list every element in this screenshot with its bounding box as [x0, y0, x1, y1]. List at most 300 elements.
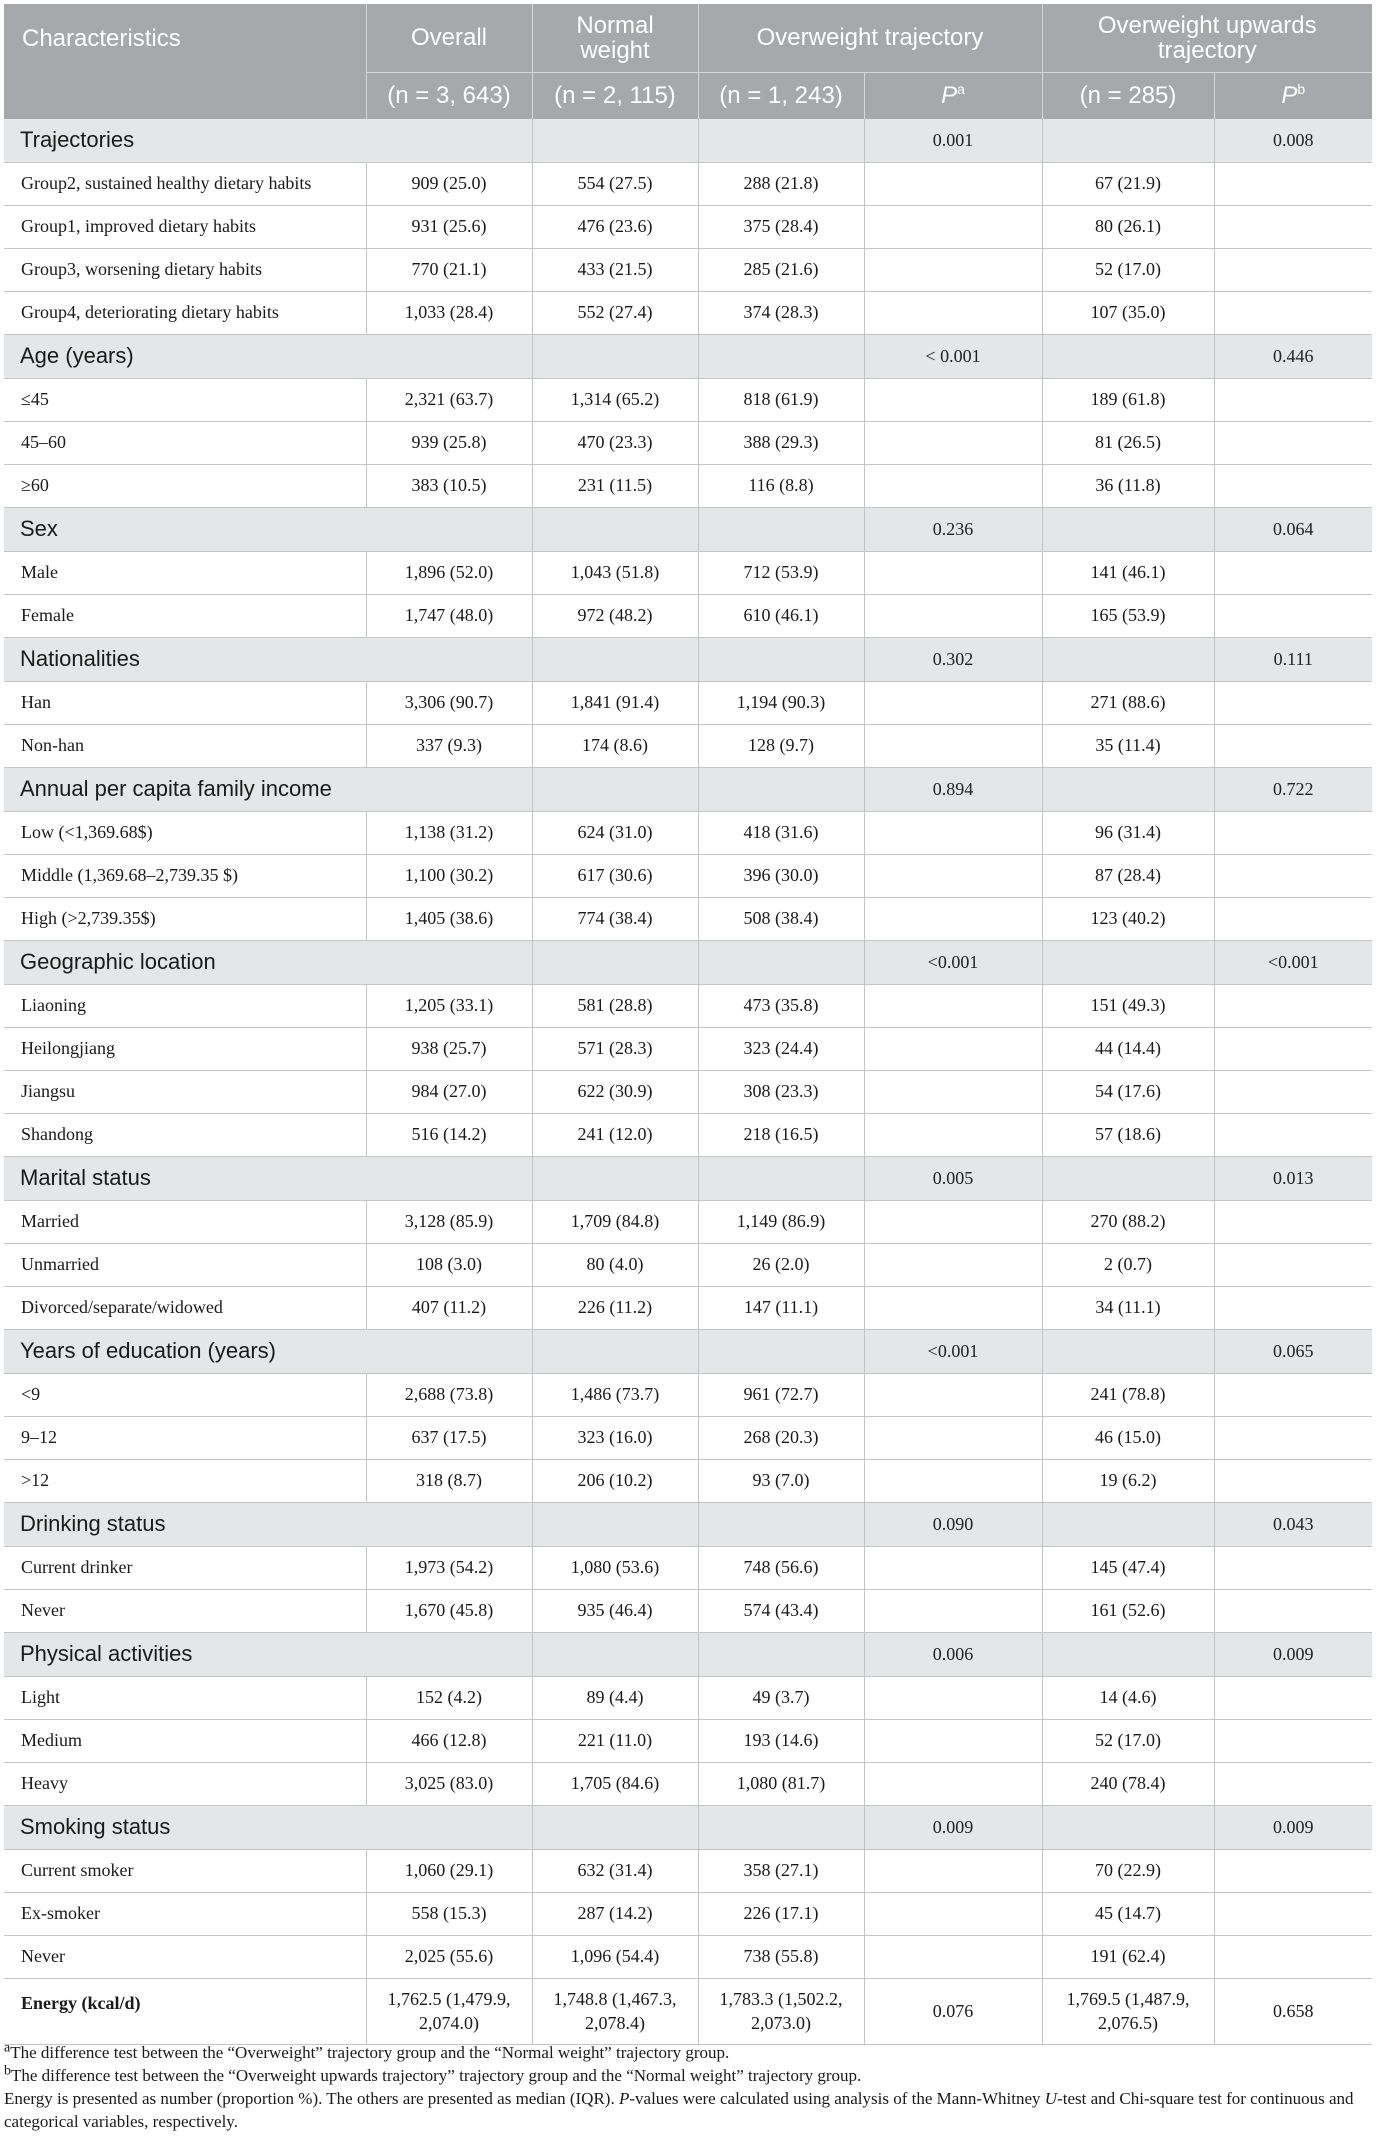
table-row — [4, 551, 1372, 594]
row-label: Jiangsu — [4, 1070, 366, 1113]
section-blank-upwards — [1042, 334, 1214, 378]
table-row — [4, 681, 1372, 724]
row-normal: 935 (46.4) — [532, 1589, 698, 1632]
row-upwards: 44 (14.4) — [1042, 1027, 1214, 1070]
row-p-a — [864, 1113, 1042, 1156]
row-overweight: 218 (16.5) — [698, 1113, 864, 1156]
section-name: Annual per capita family income — [4, 767, 532, 811]
table-row — [4, 1070, 1372, 1113]
row-normal: 1,841 (91.4) — [532, 681, 698, 724]
section-blank-upwards — [1042, 940, 1214, 984]
characteristics-table — [4, 4, 1372, 2045]
row-p-b — [1214, 1286, 1372, 1329]
row-overall: 2,025 (55.6) — [366, 1935, 532, 1978]
row-p-b — [1214, 724, 1372, 767]
row-overweight: 374 (28.3) — [698, 291, 864, 334]
table-row — [4, 811, 1372, 854]
row-normal: 552 (27.4) — [532, 291, 698, 334]
row-label: Medium — [4, 1719, 366, 1762]
row-overweight: 308 (23.3) — [698, 1070, 864, 1113]
section-blank-upwards — [1042, 637, 1214, 681]
row-p-b — [1214, 854, 1372, 897]
header-characteristics: Characteristics — [4, 4, 366, 72]
row-p-b — [1214, 1849, 1372, 1892]
section-blank-normal — [532, 119, 698, 163]
row-normal: 241 (12.0) — [532, 1113, 698, 1156]
row-normal: 476 (23.6) — [532, 205, 698, 248]
table-row — [4, 984, 1372, 1027]
row-normal: 1,314 (65.2) — [532, 378, 698, 421]
section-header-row — [4, 119, 1372, 163]
header-overweight-upwards: Overweight upwards trajectory — [1042, 4, 1372, 72]
row-overweight: 818 (61.9) — [698, 378, 864, 421]
section-blank-overweight — [698, 334, 864, 378]
section-header-row — [4, 637, 1372, 681]
section-blank-normal — [532, 1156, 698, 1200]
header-n-normal: (n = 2, 115) — [532, 72, 698, 119]
header-p-a: $P^a$ — [864, 72, 1042, 119]
row-normal: 80 (4.0) — [532, 1243, 698, 1286]
row-p-a — [864, 248, 1042, 291]
row-overweight: 358 (27.1) — [698, 1849, 864, 1892]
row-overweight: 288 (21.8) — [698, 162, 864, 205]
row-upwards: 57 (18.6) — [1042, 1113, 1214, 1156]
row-label: ≤45 — [4, 378, 366, 421]
row-label: <9 — [4, 1373, 366, 1416]
row-overall: 558 (15.3) — [366, 1892, 532, 1935]
row-label: Ex-smoker — [4, 1892, 366, 1935]
row-label: Heilongjiang — [4, 1027, 366, 1070]
row-upwards: 46 (15.0) — [1042, 1416, 1214, 1459]
row-p-b — [1214, 1762, 1372, 1805]
row-p-a — [864, 464, 1042, 507]
section-p-b: 0.008 — [1214, 119, 1372, 163]
header-overweight-trajectory: Overweight trajectory — [698, 4, 1042, 72]
section-p-a: 0.894 — [864, 767, 1042, 811]
row-overweight: 610 (46.1) — [698, 594, 864, 637]
row-overweight: 1,149 (86.9) — [698, 1200, 864, 1243]
row-upwards: 70 (22.9) — [1042, 1849, 1214, 1892]
row-p-a — [864, 291, 1042, 334]
section-blank-normal — [532, 1632, 698, 1676]
row-p-a — [864, 1762, 1042, 1805]
row-overall: 1,138 (31.2) — [366, 811, 532, 854]
table-footnotes — [4, 2041, 1370, 2133]
section-p-b: <0.001 — [1214, 940, 1372, 984]
energy-overweight: 1,783.3 (1,502.2, 2,073.0) — [698, 1978, 864, 2044]
row-p-a — [864, 1373, 1042, 1416]
section-header-row — [4, 507, 1372, 551]
table-row — [4, 1027, 1372, 1070]
section-blank-overweight — [698, 1805, 864, 1849]
row-upwards: 145 (47.4) — [1042, 1546, 1214, 1589]
row-p-a — [864, 205, 1042, 248]
section-p-b: 0.722 — [1214, 767, 1372, 811]
table-row — [4, 1762, 1372, 1805]
section-p-b: 0.064 — [1214, 507, 1372, 551]
table-row — [4, 1416, 1372, 1459]
row-normal: 231 (11.5) — [532, 464, 698, 507]
row-overall: 3,025 (83.0) — [366, 1762, 532, 1805]
table-row — [4, 1589, 1372, 1632]
table-row — [4, 1935, 1372, 1978]
section-p-b: 0.446 — [1214, 334, 1372, 378]
row-label: ≥60 — [4, 464, 366, 507]
row-label: 45–60 — [4, 421, 366, 464]
row-overall: 516 (14.2) — [366, 1113, 532, 1156]
table-row — [4, 1286, 1372, 1329]
header-overall: Overall — [366, 4, 532, 72]
row-upwards: 240 (78.4) — [1042, 1762, 1214, 1805]
section-name: Years of education (years) — [4, 1329, 532, 1373]
row-overweight: 418 (31.6) — [698, 811, 864, 854]
row-overweight: 49 (3.7) — [698, 1676, 864, 1719]
row-p-a — [864, 1070, 1042, 1113]
row-overweight: 473 (35.8) — [698, 984, 864, 1027]
section-blank-overweight — [698, 1329, 864, 1373]
row-p-a — [864, 984, 1042, 1027]
row-p-b — [1214, 1459, 1372, 1502]
row-p-a — [864, 1546, 1042, 1589]
row-p-a — [864, 1892, 1042, 1935]
row-p-a — [864, 724, 1042, 767]
section-blank-overweight — [698, 1632, 864, 1676]
row-p-b — [1214, 1589, 1372, 1632]
row-overall: 1,060 (29.1) — [366, 1849, 532, 1892]
row-upwards: 36 (11.8) — [1042, 464, 1214, 507]
section-p-a: 0.090 — [864, 1502, 1042, 1546]
row-p-a — [864, 1719, 1042, 1762]
row-upwards: 52 (17.0) — [1042, 248, 1214, 291]
row-normal: 287 (14.2) — [532, 1892, 698, 1935]
row-normal: 470 (23.3) — [532, 421, 698, 464]
section-blank-overweight — [698, 119, 864, 163]
row-p-a — [864, 378, 1042, 421]
row-normal: 174 (8.6) — [532, 724, 698, 767]
header-n-overall: (n = 3, 643) — [366, 72, 532, 119]
row-overweight: 388 (29.3) — [698, 421, 864, 464]
row-p-a — [864, 1676, 1042, 1719]
row-label: Married — [4, 1200, 366, 1243]
section-header-row — [4, 1805, 1372, 1849]
row-p-a — [864, 1935, 1042, 1978]
section-blank-overweight — [698, 507, 864, 551]
row-p-b — [1214, 1676, 1372, 1719]
row-p-a — [864, 594, 1042, 637]
row-overall: 318 (8.7) — [366, 1459, 532, 1502]
row-normal: 89 (4.4) — [532, 1676, 698, 1719]
row-label: Light — [4, 1676, 366, 1719]
section-header-row — [4, 334, 1372, 378]
row-upwards: 2 (0.7) — [1042, 1243, 1214, 1286]
row-normal: 323 (16.0) — [532, 1416, 698, 1459]
section-name: Physical activities — [4, 1632, 532, 1676]
row-overweight: 1,194 (90.3) — [698, 681, 864, 724]
section-blank-normal — [532, 1805, 698, 1849]
footnote-b: $^b$The difference test between the “Overweight upwards trajectory” trajectory group and the “Normal weight” trajectory group. — [4, 2063, 862, 2085]
section-blank-upwards — [1042, 507, 1214, 551]
row-upwards: 96 (31.4) — [1042, 811, 1214, 854]
row-overweight: 147 (11.1) — [698, 1286, 864, 1329]
row-label: Female — [4, 594, 366, 637]
row-overall: 2,688 (73.8) — [366, 1373, 532, 1416]
table-row — [4, 162, 1372, 205]
row-overweight: 116 (8.8) — [698, 464, 864, 507]
header-n-upwards: (n = 285) — [1042, 72, 1214, 119]
footnote-a: $^a$The difference test between the “Overweight” trajectory group and the “Normal weight” trajectory group. — [4, 2040, 730, 2062]
row-p-a — [864, 811, 1042, 854]
section-name: Geographic location — [4, 940, 532, 984]
row-overall: 1,405 (38.6) — [366, 897, 532, 940]
section-blank-overweight — [698, 1156, 864, 1200]
row-overall: 337 (9.3) — [366, 724, 532, 767]
row-p-a — [864, 551, 1042, 594]
section-blank-normal — [532, 1329, 698, 1373]
row-p-b — [1214, 378, 1372, 421]
row-label: High (>2,739.35$) — [4, 897, 366, 940]
row-upwards: 34 (11.1) — [1042, 1286, 1214, 1329]
section-p-a: <0.001 — [864, 940, 1042, 984]
row-p-a — [864, 681, 1042, 724]
section-header-row — [4, 1502, 1372, 1546]
row-p-b — [1214, 1416, 1372, 1459]
row-p-b — [1214, 1243, 1372, 1286]
row-p-a — [864, 1459, 1042, 1502]
section-p-a: 0.009 — [864, 1805, 1042, 1849]
row-p-b — [1214, 291, 1372, 334]
section-blank-overweight — [698, 767, 864, 811]
row-upwards: 81 (26.5) — [1042, 421, 1214, 464]
row-p-b — [1214, 1373, 1372, 1416]
row-overweight: 268 (20.3) — [698, 1416, 864, 1459]
row-overall: 909 (25.0) — [366, 162, 532, 205]
table-row — [4, 1113, 1372, 1156]
row-overall: 1,973 (54.2) — [366, 1546, 532, 1589]
row-upwards: 270 (88.2) — [1042, 1200, 1214, 1243]
section-p-b: 0.009 — [1214, 1632, 1372, 1676]
section-header-row — [4, 1329, 1372, 1373]
section-blank-normal — [532, 940, 698, 984]
row-upwards: 52 (17.0) — [1042, 1719, 1214, 1762]
row-overall: 1,896 (52.0) — [366, 551, 532, 594]
section-name: Smoking status — [4, 1805, 532, 1849]
table-row — [4, 1200, 1372, 1243]
row-label: Never — [4, 1589, 366, 1632]
row-p-b — [1214, 1719, 1372, 1762]
section-p-a: 0.006 — [864, 1632, 1042, 1676]
row-label: Group2, sustained healthy dietary habits — [4, 162, 366, 205]
row-upwards: 241 (78.8) — [1042, 1373, 1214, 1416]
row-normal: 571 (28.3) — [532, 1027, 698, 1070]
row-normal: 1,080 (53.6) — [532, 1546, 698, 1589]
row-overweight: 738 (55.8) — [698, 1935, 864, 1978]
section-p-b: 0.009 — [1214, 1805, 1372, 1849]
row-p-b — [1214, 1027, 1372, 1070]
row-normal: 1,486 (73.7) — [532, 1373, 698, 1416]
section-name: Drinking status — [4, 1502, 532, 1546]
row-upwards: 141 (46.1) — [1042, 551, 1214, 594]
row-normal: 226 (11.2) — [532, 1286, 698, 1329]
row-normal: 1,705 (84.6) — [532, 1762, 698, 1805]
row-upwards: 123 (40.2) — [1042, 897, 1214, 940]
row-overall: 1,205 (33.1) — [366, 984, 532, 1027]
section-blank-normal — [532, 637, 698, 681]
row-normal: 1,043 (51.8) — [532, 551, 698, 594]
row-overweight: 508 (38.4) — [698, 897, 864, 940]
row-overall: 637 (17.5) — [366, 1416, 532, 1459]
row-p-b — [1214, 1070, 1372, 1113]
row-overweight: 93 (7.0) — [698, 1459, 864, 1502]
section-blank-upwards — [1042, 1329, 1214, 1373]
table-row — [4, 1459, 1372, 1502]
row-overweight: 26 (2.0) — [698, 1243, 864, 1286]
row-label: Middle (1,369.68–2,739.35 $) — [4, 854, 366, 897]
row-upwards: 271 (88.6) — [1042, 681, 1214, 724]
row-upwards: 80 (26.1) — [1042, 205, 1214, 248]
row-p-b — [1214, 464, 1372, 507]
section-p-a: 0.005 — [864, 1156, 1042, 1200]
row-normal: 221 (11.0) — [532, 1719, 698, 1762]
section-p-b: 0.111 — [1214, 637, 1372, 681]
row-overweight: 375 (28.4) — [698, 205, 864, 248]
row-label: Low (<1,369.68$) — [4, 811, 366, 854]
header-n-overweight: (n = 1, 243) — [698, 72, 864, 119]
section-name: Marital status — [4, 1156, 532, 1200]
row-p-b — [1214, 421, 1372, 464]
row-p-b — [1214, 1113, 1372, 1156]
table-row — [4, 248, 1372, 291]
table-row — [4, 897, 1372, 940]
section-p-a: 0.236 — [864, 507, 1042, 551]
row-overweight: 285 (21.6) — [698, 248, 864, 291]
section-p-b: 0.065 — [1214, 1329, 1372, 1373]
table-row — [4, 1892, 1372, 1935]
row-upwards: 35 (11.4) — [1042, 724, 1214, 767]
section-blank-normal — [532, 507, 698, 551]
row-p-b — [1214, 162, 1372, 205]
section-header-row — [4, 767, 1372, 811]
table-row — [4, 1243, 1372, 1286]
row-overall: 3,306 (90.7) — [366, 681, 532, 724]
header-blank — [4, 72, 366, 119]
row-upwards: 191 (62.4) — [1042, 1935, 1214, 1978]
row-p-a — [864, 1589, 1042, 1632]
row-upwards: 165 (53.9) — [1042, 594, 1214, 637]
row-label: Current smoker — [4, 1849, 366, 1892]
row-overall: 2,321 (63.7) — [366, 378, 532, 421]
row-overall: 939 (25.8) — [366, 421, 532, 464]
section-header-row — [4, 1632, 1372, 1676]
header-normal-weight: Normal weight — [532, 4, 698, 72]
row-p-a — [864, 1243, 1042, 1286]
row-label: Han — [4, 681, 366, 724]
row-normal: 1,709 (84.8) — [532, 1200, 698, 1243]
table-row — [4, 1373, 1372, 1416]
table-row — [4, 1676, 1372, 1719]
row-p-a — [864, 421, 1042, 464]
row-p-b — [1214, 594, 1372, 637]
row-p-b — [1214, 205, 1372, 248]
section-name: Trajectories — [4, 119, 532, 163]
row-normal: 581 (28.8) — [532, 984, 698, 1027]
row-overweight: 193 (14.6) — [698, 1719, 864, 1762]
row-upwards: 54 (17.6) — [1042, 1070, 1214, 1113]
section-p-a: <0.001 — [864, 1329, 1042, 1373]
row-overweight: 226 (17.1) — [698, 1892, 864, 1935]
row-normal: 617 (30.6) — [532, 854, 698, 897]
row-p-b — [1214, 811, 1372, 854]
row-label: Group1, improved dietary habits — [4, 205, 366, 248]
row-overweight: 323 (24.4) — [698, 1027, 864, 1070]
row-p-b — [1214, 1892, 1372, 1935]
row-overall: 938 (25.7) — [366, 1027, 532, 1070]
row-upwards: 107 (35.0) — [1042, 291, 1214, 334]
table-body — [4, 119, 1372, 2045]
table-row — [4, 1719, 1372, 1762]
table-row — [4, 421, 1372, 464]
row-p-a — [864, 1849, 1042, 1892]
row-overweight: 128 (9.7) — [698, 724, 864, 767]
energy-p-b: 0.658 — [1214, 1978, 1372, 2044]
row-overall: 931 (25.6) — [366, 205, 532, 248]
header-p-b: $P^b$ — [1214, 72, 1372, 119]
row-p-a — [864, 897, 1042, 940]
row-overall: 383 (10.5) — [366, 464, 532, 507]
row-overweight: 396 (30.0) — [698, 854, 864, 897]
row-p-b — [1214, 681, 1372, 724]
row-label: Male — [4, 551, 366, 594]
row-p-b — [1214, 1200, 1372, 1243]
footnote-methods: Energy is presented as number (proportion %). The others are presented as median (IQR). P-values were calculated using analysis of the Mann-Whitney U-test and Chi-square test for continuous and categorical variables, respectively. — [4, 2089, 1354, 2131]
energy-upwards: 1,769.5 (1,487.9, 2,076.5) — [1042, 1978, 1214, 2044]
table-row — [4, 594, 1372, 637]
section-blank-normal — [532, 334, 698, 378]
row-label: Group3, worsening dietary habits — [4, 248, 366, 291]
row-overweight: 961 (72.7) — [698, 1373, 864, 1416]
row-p-b — [1214, 984, 1372, 1027]
row-p-a — [864, 1286, 1042, 1329]
row-overweight: 712 (53.9) — [698, 551, 864, 594]
row-label: Current drinker — [4, 1546, 366, 1589]
row-overall: 407 (11.2) — [366, 1286, 532, 1329]
row-label: 9–12 — [4, 1416, 366, 1459]
section-name: Nationalities — [4, 637, 532, 681]
table-row — [4, 1849, 1372, 1892]
section-blank-normal — [532, 1502, 698, 1546]
row-label: Group4, deteriorating dietary habits — [4, 291, 366, 334]
row-upwards: 67 (21.9) — [1042, 162, 1214, 205]
row-p-a — [864, 1027, 1042, 1070]
row-overall: 1,100 (30.2) — [366, 854, 532, 897]
row-overall: 1,670 (45.8) — [366, 1589, 532, 1632]
row-normal: 972 (48.2) — [532, 594, 698, 637]
section-header-row — [4, 1156, 1372, 1200]
section-p-b: 0.043 — [1214, 1502, 1372, 1546]
row-overall: 1,033 (28.4) — [366, 291, 532, 334]
table-row — [4, 205, 1372, 248]
section-blank-upwards — [1042, 1805, 1214, 1849]
row-upwards: 151 (49.3) — [1042, 984, 1214, 1027]
section-blank-upwards — [1042, 1156, 1214, 1200]
row-upwards: 189 (61.8) — [1042, 378, 1214, 421]
section-p-a: 0.302 — [864, 637, 1042, 681]
row-label: Heavy — [4, 1762, 366, 1805]
section-blank-upwards — [1042, 1632, 1214, 1676]
section-blank-overweight — [698, 637, 864, 681]
section-blank-upwards — [1042, 119, 1214, 163]
row-normal: 1,096 (54.4) — [532, 1935, 698, 1978]
table-row — [4, 378, 1372, 421]
